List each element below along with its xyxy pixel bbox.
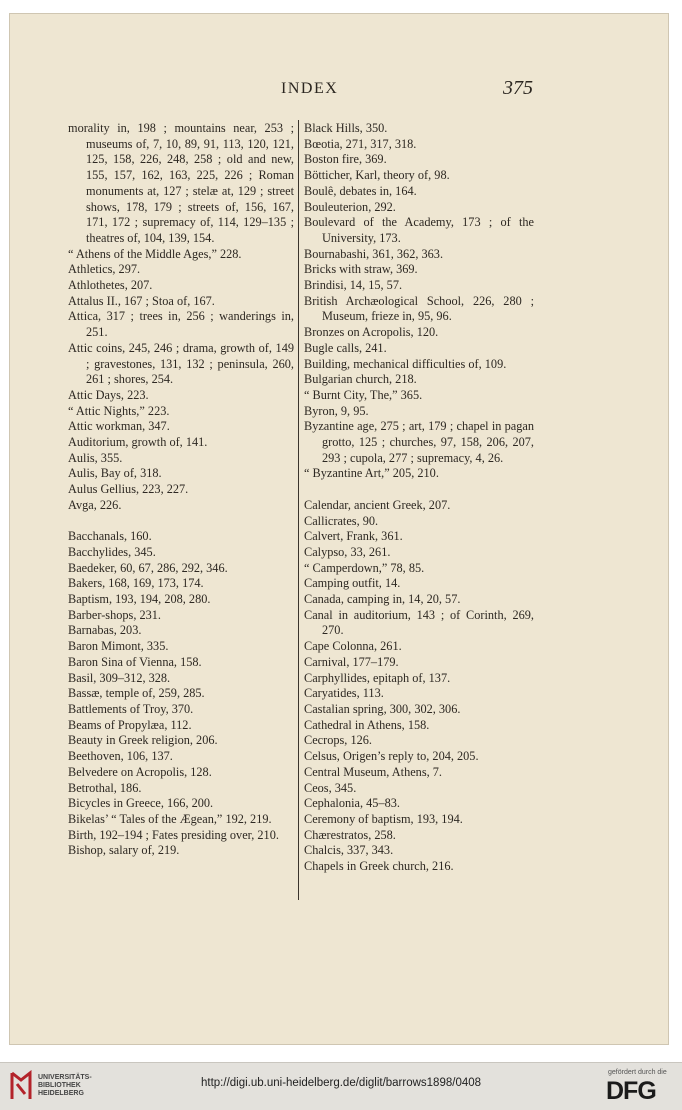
index-entry: Baron Mimont, 335.	[68, 639, 169, 654]
index-entry: Bacchanals, 160.	[68, 529, 152, 544]
index-entry: Bœotia, 271, 317, 318.	[304, 136, 417, 151]
index-entry: Camping outfit, 14.	[304, 576, 401, 591]
column-divider	[298, 120, 299, 900]
index-entry: Aulis, 355.	[68, 450, 123, 465]
index-entry: Baron Sina of Vienna, 158.	[68, 654, 202, 669]
index-column-right	[304, 121, 534, 875]
index-entry: Bournabashi, 361, 362, 363.	[304, 246, 444, 261]
index-entry: Bakers, 168, 169, 173, 174.	[68, 576, 204, 591]
index-entry: Caryatides, 113.	[304, 686, 384, 701]
index-entry: Boston fire, 369.	[304, 152, 387, 167]
funded-by-label: gefördert durch die	[608, 1069, 667, 1076]
index-entry: Boulevard of the Academy, 173 ; of the University, 173.	[304, 215, 534, 245]
university-library-logo-icon	[8, 1070, 34, 1102]
index-entry: Ceremony of baptism, 193, 194.	[304, 811, 463, 826]
library-name-line2: BIBLIOTHEK	[38, 1082, 81, 1089]
index-entry: Cape Colonna, 261.	[304, 639, 402, 654]
index-entry: Athletics, 297.	[68, 262, 141, 277]
index-entry: Cephalonia, 45–83.	[304, 796, 400, 811]
dfg-logo: DFG	[606, 1077, 656, 1105]
index-entry: British Archæological School, 226, 280 ; Museum, frieze in, 95, 96.	[304, 293, 534, 324]
index-entry: Beethoven, 106, 137.	[68, 749, 173, 764]
index-entry: Chærestratos, 258.	[304, 827, 396, 842]
index-entry: Chapels in Greek church, 216.	[304, 859, 454, 874]
index-entry: Calvert, Frank, 361.	[304, 529, 403, 544]
index-entry: Attic coins, 245, 246 ; drama, growth of, 149 ; gravestones, 131, 132 ; peninsula, 260, 261 ; shores, 254.	[68, 340, 294, 387]
index-entry: morality in, 198 ; mountains near, 253 ; museums of, 7, 10, 89, 91, 113, 120, 121, 125, 158, 226, 248, 258 ; old and new, 155, 157, 162, 163, 225, 226 ; Roman monuments at, 127 ; stelæ at, 129 ; street shows, 178, 179 ; streets of, 156, 167, 171, 172 ; supremacy of, 114, 129–135 ; theatres of, 104, 139, 154.	[68, 121, 294, 245]
permalink-url[interactable]: http://digi.ub.uni-heidelberg.de/diglit/barrows1898/0408	[201, 1077, 482, 1089]
index-entry: Canada, camping in, 14, 20, 57.	[304, 592, 461, 607]
index-entry: Aulus Gellius, 223, 227.	[68, 482, 189, 497]
index-entry: Bulgarian church, 218.	[304, 372, 417, 387]
index-entry: Attica, 317 ; trees in, 256 ; wanderings in, 251.	[68, 309, 294, 340]
running-title: INDEX	[281, 80, 339, 97]
library-name-line3: HEIDELBERG	[38, 1090, 84, 1097]
index-entry: Bouleuterion, 292.	[304, 199, 396, 214]
index-entry: Calendar, ancient Greek, 207.	[304, 497, 451, 512]
running-head	[0, 77, 682, 104]
index-entry: Baedeker, 60, 67, 286, 292, 346.	[68, 560, 228, 575]
index-entry: Battlements of Troy, 370.	[68, 702, 194, 716]
index-entry: Bassæ, temple of, 259, 285.	[68, 686, 205, 701]
index-entry: “ Burnt City, The,” 365.	[304, 387, 423, 402]
index-entry: Boulê, debates in, 164.	[304, 183, 417, 198]
index-entry: Cathedral in Athens, 158.	[304, 717, 430, 732]
index-entry: Building, mechanical difficulties of, 109.	[304, 356, 507, 371]
index-entry: Carphyllides, epitaph of, 137.	[304, 670, 451, 685]
index-entry: Bicycles in Greece, 166, 200.	[68, 796, 214, 811]
index-column-left	[68, 121, 294, 859]
index-entry: Bishop, salary of, 219.	[68, 843, 180, 858]
viewer-footer	[0, 1062, 682, 1110]
index-entry: Byzantine age, 275 ; art, 179 ; chapel in pagan grotto, 125 ; churches, 97, 158, 206, 207, 293 ; cupola, 277 ; supremacy, 4, 26.	[304, 419, 534, 465]
index-entry: Calypso, 33, 261.	[304, 544, 391, 559]
index-entry: “ Attic Nights,” 223.	[68, 403, 170, 418]
index-entry: Beams of Propylæa, 112.	[68, 717, 192, 732]
index-entry: Bötticher, Karl, theory of, 98.	[304, 168, 450, 183]
index-entry: Barber-shops, 231.	[68, 607, 161, 622]
index-entry: Birth, 192–194 ; Fates presiding over, 210.	[68, 827, 279, 842]
index-entry: Attic workman, 347.	[68, 419, 170, 434]
index-entry: Baptism, 193, 194, 208, 280.	[68, 592, 211, 607]
index-entry: Belvedere on Acropolis, 128.	[68, 764, 212, 779]
index-entry: Aulis, Bay of, 318.	[68, 466, 162, 481]
index-entry: Callicrates, 90.	[304, 513, 379, 528]
index-entry: Chalcis, 337, 343.	[304, 843, 394, 858]
index-entry: Brindisi, 14, 15, 57.	[304, 278, 403, 293]
index-entry: Bronzes on Acropolis, 120.	[304, 325, 439, 340]
index-entry: Attic Days, 223.	[68, 387, 149, 402]
index-entry: Castalian spring, 300, 302, 306.	[304, 702, 461, 716]
index-entry: Carnival, 177–179.	[304, 654, 399, 669]
index-entry: “ Camperdown,” 78, 85.	[304, 560, 425, 575]
library-name	[38, 1074, 92, 1098]
index-entry: Central Museum, Athens, 7.	[304, 764, 442, 779]
index-entry: Byron, 9, 95.	[304, 403, 369, 418]
index-entry: Beauty in Greek religion, 206.	[68, 733, 218, 748]
index-entry: Barnabas, 203.	[68, 623, 142, 638]
index-entry: Attalus II., 167 ; Stoa of, 167.	[68, 293, 215, 308]
library-name-line1: UNIVERSITÄTS-	[38, 1074, 92, 1081]
page-number: 375	[503, 77, 533, 99]
index-entry: Bugle calls, 241.	[304, 340, 387, 355]
index-entry: Canal in auditorium, 143 ; of Corinth, 269, 270.	[304, 607, 534, 638]
index-entry: Betrothal, 186.	[68, 780, 142, 795]
index-entry: Bikelas’ “ Tales of the Ægean,” 192, 219.	[68, 811, 272, 826]
index-entry: Auditorium, growth of, 141.	[68, 435, 208, 450]
index-entry: “ Athens of the Middle Ages,” 228.	[68, 246, 242, 261]
index-entry: Bricks with straw, 369.	[304, 262, 418, 277]
index-entry: Black Hills, 350.	[304, 121, 388, 135]
index-entry: Basil, 309–312, 328.	[68, 670, 171, 685]
index-entry: “ Byzantine Art,” 205, 210.	[304, 466, 439, 481]
index-entry: Celsus, Origen’s reply to, 204, 205.	[304, 749, 479, 764]
index-entry: Cecrops, 126.	[304, 733, 372, 748]
index-entry: Avga, 226.	[68, 497, 122, 512]
index-entry: Athlothetes, 207.	[68, 278, 153, 293]
index-entry: Bacchylides, 345.	[68, 544, 156, 559]
index-entry: Ceos, 345.	[304, 780, 357, 795]
